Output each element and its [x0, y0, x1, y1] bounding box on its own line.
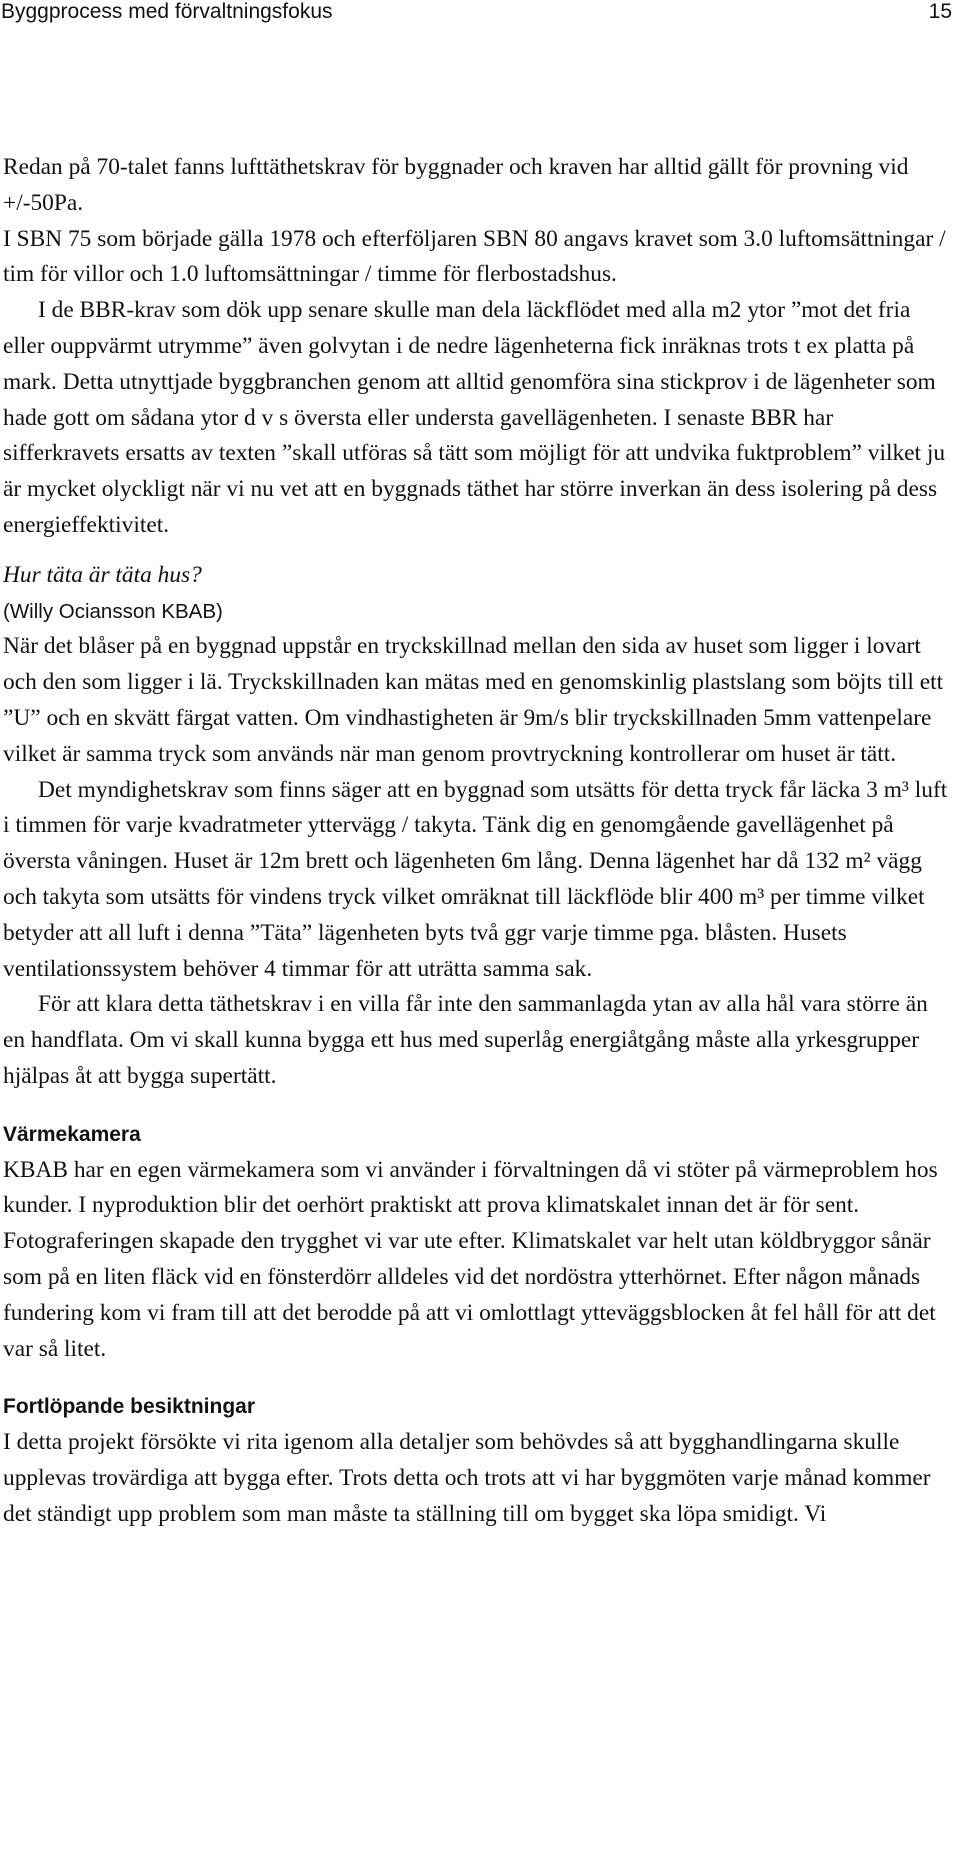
paragraph-villa-requirement: För att klara detta täthetskrav i en villa får inte den sammanlagda ytan av alla hål vara större än en handflata. Om vi skall kunna bygga ett hus med superlåg energiåtgång måste alla yrkesgrupper hjälpas åt att bygga supertätt. [3, 991, 928, 1089]
page-header [0, 0, 960, 28]
page-number: 15 [928, 0, 952, 23]
author-byline: (Willy Ociansson KBAB) [3, 599, 223, 623]
subheading-how-tight: Hur täta är täta hus? [3, 561, 202, 588]
paragraph-authority-requirement: Det myndighetskrav som finns säger att en byggnad som utsätts för detta tryck får läcka 3 m³ luft i timmen för varje kvadratmeter yttervägg / takyta. Tänk dig en genomgående gavellägenhet på översta våningen. Huset är 12m brett och lägenheten 6m lång. Denna lägenhet har då 132 m² vägg och takyta som utsätts för vindens tryck vilket omräknat till läckflöde blir 400 m³ per timme vilket betyder att all luft i denna ”Täta” lägenheten byts två ggr varje timme pga. blåsten. Husets ventilationssystem behöver 4 timmar för att uträtta samma sak. [3, 776, 948, 982]
paragraph-pressure-difference: När det blåser på en byggnad uppstår en tryckskillnad mellan den sida av huset som ligger i lovart och den som ligger i lä. Tryckskillnaden kan mätas med en genomskinlig plastslang som böjts till ett ”U” och en skvätt färgat vatten. Om vindhastigheten är 9m/s blir tryckskillnaden 5mm vattenpelare vilket är samma tryck som används när man genom provtryckning kontrollerar om huset är tätt. [3, 633, 944, 767]
paragraph-sbn-requirements: I SBN 75 som började gälla 1978 och efterföljaren SBN 80 angavs kravet som 3.0 luftomsättningar / tim för villor och 1.0 luftomsättningar / timme för flerbostadshus. [3, 225, 946, 288]
document-body [3, 150, 953, 1532]
running-header-title: Byggprocess med förvaltningsfokus [1, 0, 333, 23]
paragraph-bbr-requirements: I de BBR-krav som dök upp senare skulle man dela läckflödet med alla m2 ytor ”mot det fria eller ouppvärmt utrymme” även golvytan i de nedre lägenheterna fick inräknas trots t ex platta på mark. Detta utnyttjade byggbranchen genom att alltid genomföra sina stickprov i de lägenheter som hade gott om sådana ytor d v s översta eller understa gavellägenheten. I senaste BBR har sifferkravets ersatts av texten ”skall utföras så tätt som möjligt för att undvika fuktproblem” vilket ju är mycket olyckligt när vi nu vet att en byggnads täthet har större inverkan än dess isolering på dess energieffektivitet. [3, 297, 946, 538]
paragraph-airtightness-history: Redan på 70-talet fanns lufttäthetskrav för byggnader och kraven har alltid gällt för provning vid +/-50Pa. [3, 154, 909, 216]
paragraph-thermal-camera: KBAB har en egen värmekamera som vi använder i förvaltningen då vi stöter på värmeproblem hos kunder. I nyproduktion blir det oerhört praktiskt att prova klimatskalet innan det är för sent. Fotograferingen skapade den trygghet vi var ute efter. Klimatskalet var helt utan köldbryggor sånär som på en liten fläck vid en fönsterdörr alldeles vid det nordöstra ytterhörnet. Efter någon månads fundering kom vi fram till att det berodde på att vi omlottlagt ytteväggsblocken åt fel håll för att det var så litet. [3, 1156, 938, 1362]
paragraph-ongoing-inspections: I detta projekt försökte vi rita igenom alla detaljer som behövdes så att bygghandlingarna skulle upplevas trovärdiga att bygga efter. Trots detta och trots att vi har byggmöten varje månad kommer det ständigt upp problem som man måste ta ställning till om bygget ska löpa smidigt. Vi [3, 1429, 931, 1527]
heading-ongoing-inspections: Fortlöpande besiktningar [3, 1395, 256, 1419]
heading-thermal-camera: Värmekamera [3, 1122, 141, 1146]
